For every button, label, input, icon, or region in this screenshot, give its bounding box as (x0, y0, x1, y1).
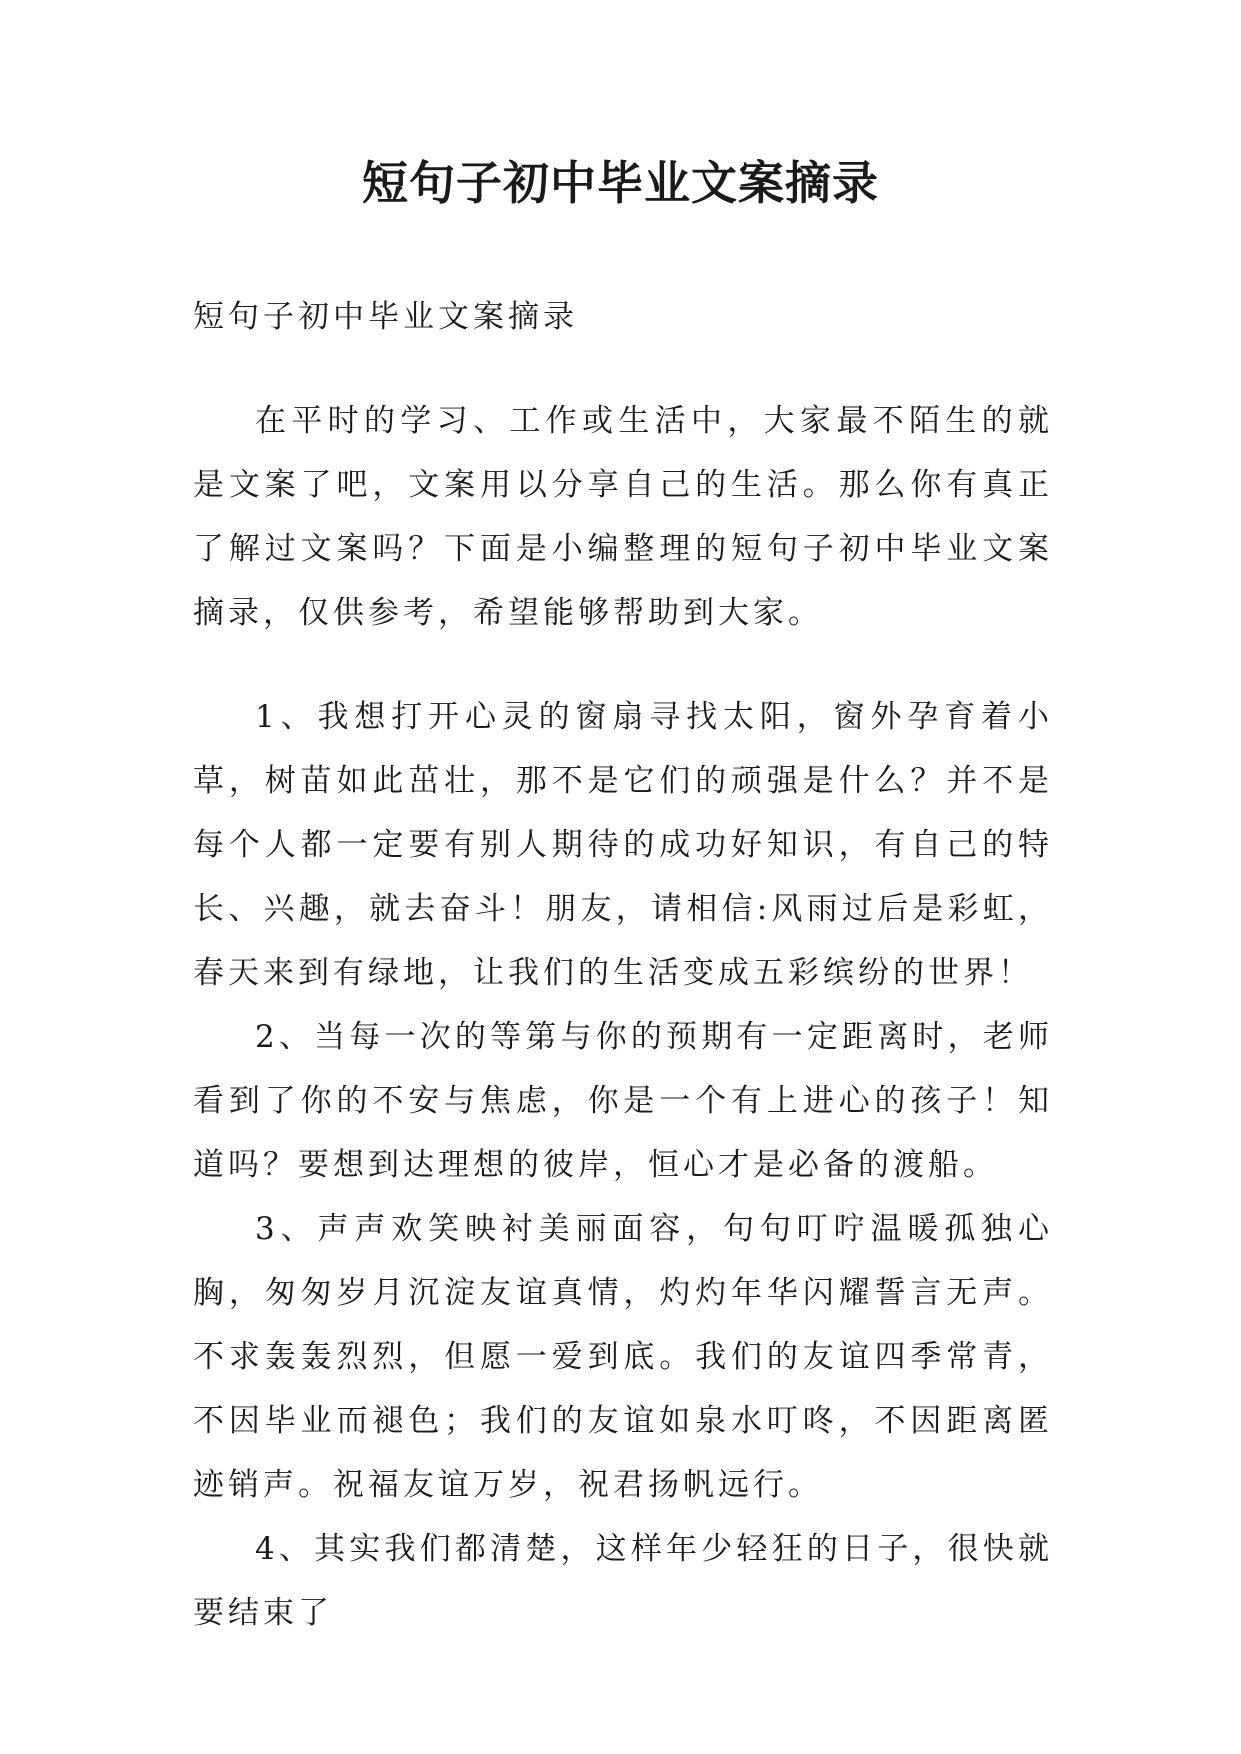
intro-paragraph: 在平时的学习、工作或生活中，大家最不陌生的就是文案了吧，文案用以分享自己的生活。那么你有真正了解过文案吗？下面是小编整理的短句子初中毕业文案摘录，仅供参考，希望能够帮助到大家。 (193, 403, 1053, 631)
document-subtitle: 短句子初中毕业文案摘录 (193, 299, 578, 335)
list-item: 2、当每一次的等第与你的预期有一定距离时，老师看到了你的不安与焦虑，你是一个有上进心的孩子！知道吗？要想到达理想的彼岸，恒心才是必备的渡船。 (193, 1019, 1053, 1183)
document-title: 短句子初中毕业文案摘录 (362, 156, 879, 210)
list-item: 3、声声欢笑映衬美丽面容，句句叮咛温暖孤独心胸，匆匆岁月沉淀友谊真情，灼灼年华闪耀誓言无声。不求轰轰烈烈，但愿一爱到底。我们的友谊四季常青，不因毕业而褪色；我们的友谊如泉水叮咚，不因距离匿迹销声。祝福友谊万岁，祝君扬帆远行。 (193, 1211, 1053, 1503)
document-body (193, 285, 1053, 1645)
list-item: 4、其实我们都清楚，这样年少轻狂的日子，很快就要结束了 (193, 1531, 1053, 1631)
list-item: 1、我想打开心灵的窗扇寻找太阳，窗外孕育着小草，树苗如此茁壮，那不是它们的顽强是什么？并不是每个人都一定要有别人期待的成功好知识，有自己的特长、兴趣，就去奋斗！朋友，请相信:风雨过后是彩虹，春天来到有绿地，让我们的生活变成五彩缤纷的世界！ (193, 699, 1053, 991)
